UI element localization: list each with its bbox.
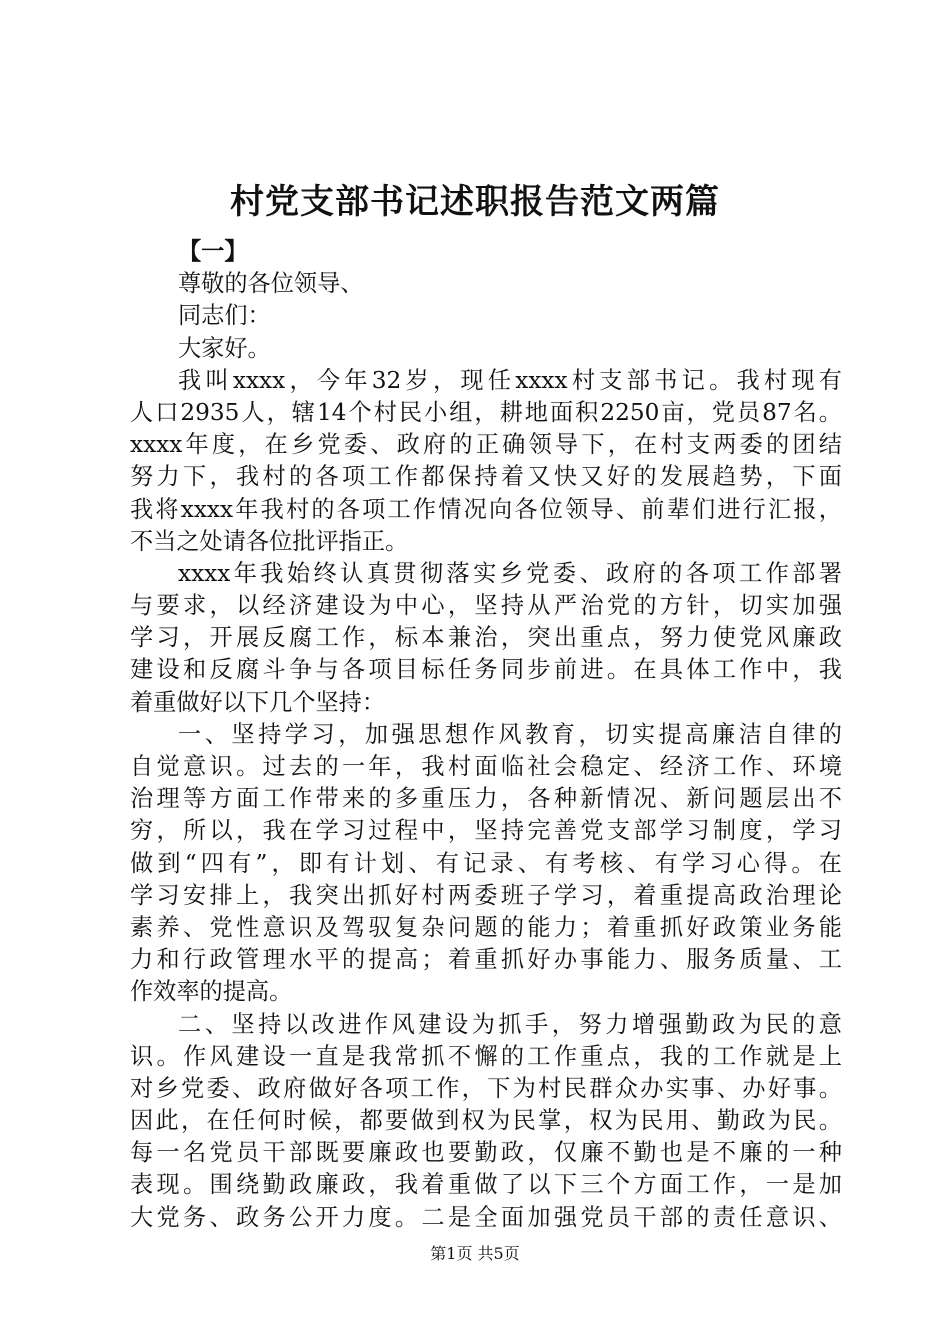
text-line: xxxx年我始终认真贯彻落实乡党委、政府的各项工作部署 [178, 559, 842, 587]
text-line: 学习安排上，我突出抓好村两委班子学习，着重提高政治理论 [130, 881, 842, 909]
document-body [130, 236, 842, 1234]
text-line: 每一名党员干部既要廉政也要勤政，仅廉不勤也是不廉的一种 [130, 1139, 842, 1167]
text-line: 大家好。 [178, 334, 271, 362]
text-line: 做到“四有”，即有计划、有记录、有考核、有学习心得。在 [130, 849, 842, 877]
text-line: 治理等方面工作带来的多重压力，各种新情况、新问题层出不 [130, 785, 842, 813]
text-line: 我叫xxxx，今年32岁，现任xxxx村支部书记。我村现有 [178, 366, 842, 394]
text-line: 与要求，以经济建设为中心，坚持从严治党的方针，切实加强 [130, 592, 842, 620]
text-line: 着重做好以下几个坚持： [130, 688, 386, 716]
text-line: 学习，开展反腐工作，标本兼治，突出重点，努力使党风廉政 [130, 624, 842, 652]
text-line: 建设和反腐斗争与各项目标任务同步前进。在具体工作中，我 [130, 656, 842, 684]
text-line: 因此，在任何时候，都要做到权为民掌，权为民用、勤政为民。 [130, 1107, 842, 1135]
text-line: 【一】 [178, 238, 248, 265]
text-line: 力和行政管理水平的提高；着重抓好办事能力、服务质量、工 [130, 946, 842, 974]
text-line: 素养、党性意识及驾驭复杂问题的能力；着重抓好政策业务能 [130, 913, 842, 941]
text-line: 识。作风建设一直是我常抓不懈的工作重点，我的工作就是上 [130, 1042, 842, 1070]
text-line: 人口2935人，辖14个村民小组，耕地面积2250亩，党员87名。 [130, 398, 842, 426]
text-line: 对乡党委、政府做好各项工作，下为村民群众办实事、办好事。 [130, 1074, 842, 1102]
text-line: 穷，所以，我在学习过程中，坚持完善党支部学习制度，学习 [130, 817, 842, 845]
text-line: 大党务、政务公开力度。二是全面加强党员干部的责任意识、 [130, 1203, 842, 1231]
text-line: 表现。围绕勤政廉政，我着重做了以下三个方面工作，一是加 [130, 1171, 842, 1199]
page-footer: 第1页 共5页 [430, 1244, 520, 1263]
text-line: 一、坚持学习，加强思想作风教育，切实提高廉洁自律的 [178, 720, 842, 748]
text-line: 努力下，我村的各项工作都保持着又快又好的发展趋势，下面 [130, 463, 842, 491]
text-line: 同志们： [178, 302, 271, 330]
text-line: xxxx年度，在乡党委、政府的正确领导下，在村支两委的团结 [130, 431, 842, 459]
text-line: 自觉意识。过去的一年，我村面临社会稳定、经济工作、环境 [130, 753, 842, 780]
text-line: 作效率的提高。 [130, 978, 293, 1006]
text-line: 尊敬的各位领导、 [178, 270, 364, 298]
text-line: 二、坚持以改进作风建设为抓手，努力增强勤政为民的意 [178, 1010, 842, 1038]
document-title: 村党支部书记述职报告范文两篇 [230, 182, 720, 222]
text-line: 我将xxxx年我村的各项工作情况向各位领导、前辈们进行汇报， [130, 495, 842, 523]
text-line: 不当之处请各位批评指正。 [130, 527, 409, 555]
